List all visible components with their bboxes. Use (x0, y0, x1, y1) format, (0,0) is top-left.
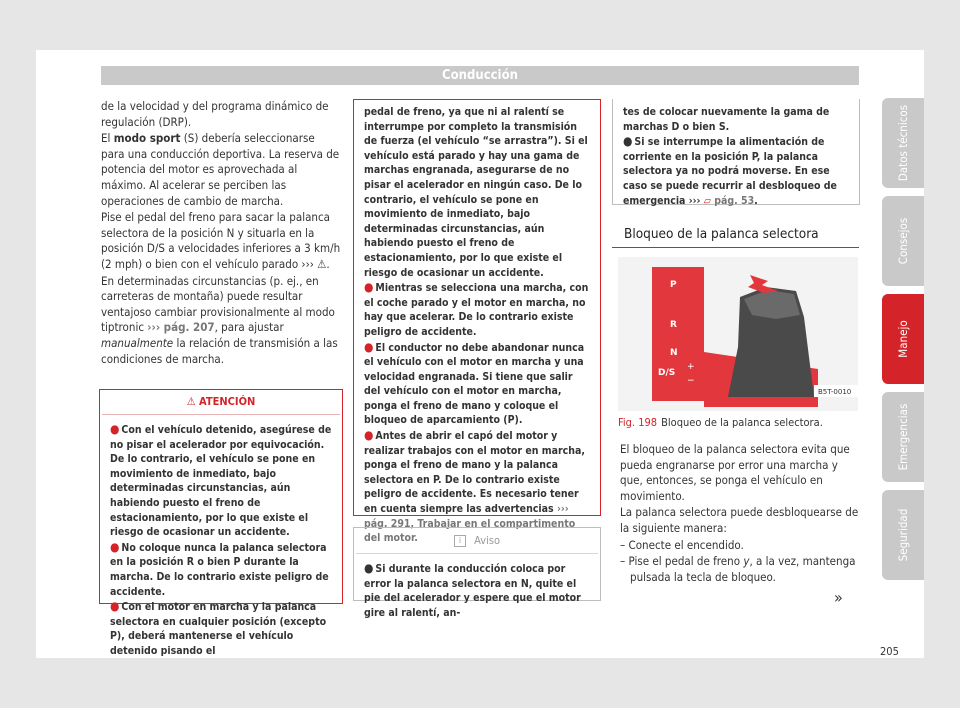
left-column (101, 99, 341, 368)
warning-item: ● Antes de abrir el capó del motor y realizar trabajos con el motor en marcha, ponga el freno de mano y la palanca selectora en P. De lo contrario existe peligro de accidente. Es necesario tener en cuenta siempre las advertencias ››› pág. 291, Trabajar en el compartimento del motor. (364, 428, 585, 545)
page-number: 205 (880, 645, 899, 658)
list-item: – Pise el pedal de freno y, a la vez, mantenga pulsada la tecla de bloqueo. (620, 554, 856, 584)
warning-triangle-icon: ⚠ (186, 395, 196, 408)
label-r: R (670, 320, 677, 330)
warning-item: ● Con el motor en marcha y la palanca selectora en cualquier posición (excepto P), deberá mantenerse el vehículo detenido pisando el (110, 599, 327, 657)
warning-text: pedal de freno, ya que ni al ralentí se interrumpe por completo la transmisión de fuerza (el vehículo “se arrastra”). Si el vehículo está parado y hay una gama de marchas engranada, asegurarse de no pisar el acelerador en ningún caso. De lo contrario, el vehículo se pone en movimiento de inmediato, bajo determinadas circunstancias, aún habiendo puesto el freno de estacionamiento, por lo que existe el riesgo de ocasionar un accidente. (364, 106, 588, 279)
note-box (353, 527, 601, 619)
page-header: Conducción (101, 66, 859, 85)
tab-consejos[interactable]: Consejos (882, 196, 924, 286)
tab-seguridad[interactable]: Seguridad (882, 490, 924, 580)
paragraph: El modo sport (S) debería seleccionarse para una conducción deportiva. La reserva de potencia del motor es aprovechada al máximo. Al acelerar se perciben las operaciones de cambio de marcha. (101, 131, 340, 208)
page-link[interactable]: ››› pág. 291, Trabajar en el compartimento del motor. (364, 503, 576, 545)
warning-item: ● No coloque nunca la palanca selectora en la posición R o bien P durante la marcha. De lo contrario existe peligro de accidente. (110, 539, 329, 598)
section-title: Bloqueo de la palanca selectora (624, 226, 819, 242)
paragraph: En determinadas circunstancias (p. ej., en carreteras de montaña) puede resultar ventajoso cambiar provisionalmente al modo tiptronic ››› pág. 207, para ajustar manualmente la relación de transmisión a las condiciones de marcha. (101, 273, 338, 366)
warning-header: ⚠ ATENCIÓN (102, 390, 340, 415)
tab-datos-tecnicos[interactable]: Datos técnicos (882, 98, 924, 188)
tab-emergencias[interactable]: Emergencias (882, 392, 924, 482)
figure-image (618, 257, 858, 411)
label-p: P (670, 280, 677, 290)
list-item: – Conecte el encendido. (620, 537, 744, 552)
right-column-text (620, 442, 860, 586)
section-divider (612, 247, 859, 248)
paragraph: El bloqueo de la palanca selectora evita que pueda engranarse por error una marcha y que, entonces, se ponga el vehículo en movimiento. (620, 442, 850, 503)
figure-code: B5T-0010 (818, 388, 852, 396)
warning-box (99, 389, 343, 657)
warning-body (100, 415, 342, 667)
continue-mark: » (834, 588, 843, 607)
book-icon: ▱ (703, 194, 711, 207)
page-link[interactable]: ››› pág. 207 (147, 320, 215, 335)
paragraph: La palanca selectora puede desbloquearse de la siguiente manera: (620, 505, 859, 535)
label-ds: D/S (658, 368, 676, 378)
label-minus: − (687, 376, 695, 386)
note-item: ● Si durante la conducción coloca por error la palanca selectora en N, quite el pie del acelerador y espere que el motor gire al ralentí, an- (364, 561, 581, 619)
warning-item: ● El conductor no debe abandonar nunca el vehículo con el motor en marcha y una velocidad engranada. Si tiene que salir del vehículo con el motor en marcha, ponga el freno de mano y coloque el bloqueo de aparcamiento (P). (364, 339, 585, 427)
page-link[interactable]: pág. 53 (714, 194, 755, 207)
label-n: N (670, 348, 678, 358)
label-plus: + (687, 362, 695, 372)
paragraph: Pise el pedal del freno para sacar la palanca selectora de la posición N y situarla en la posición D/S a velocidades inferiores a 3 km/h (2 mph) o bien con el vehículo parado ››› ⚠. (101, 210, 341, 271)
note-body (613, 99, 859, 216)
info-icon: i (454, 535, 466, 547)
warning-item: ● Con el vehículo detenido, asegúrese de no pisar el acelerador por equivocación. De lo contrario, el vehículo se pone en movimiento de inmediato, bajo determinadas circunstancias, aún habiendo puesto el freno de estacionamiento, por lo que existe el riesgo de ocasionar un accidente. (110, 422, 332, 539)
note-header: i Aviso (356, 528, 598, 554)
note-body (354, 554, 600, 628)
warning-body (354, 100, 600, 554)
note-item: ● Si se interrumpe la alimentación de corriente en la posición P, la palanca selectora ya no podrá moverse. En ese caso se puede recurrir al desbloqueo de emergencia ››› ▱ pág. 53. (623, 134, 837, 207)
note-box-continued (612, 99, 860, 205)
tab-manejo[interactable]: Manejo (882, 294, 924, 384)
note-text: tes de colocar nuevamente la gama de marchas D o bien S. (623, 106, 830, 133)
paragraph: de la velocidad y del programa dinámico de regulación (DRP). (101, 99, 329, 129)
gear-selector-illustration (618, 257, 858, 411)
warning-item: ● Mientras se selecciona una marcha, con el coche parado y el motor en marcha, no hay que acelerar. De lo contrario existe peligro de accidente. (364, 280, 589, 338)
figure-caption: Fig. 198 Bloqueo de la palanca selectora. (618, 416, 823, 429)
